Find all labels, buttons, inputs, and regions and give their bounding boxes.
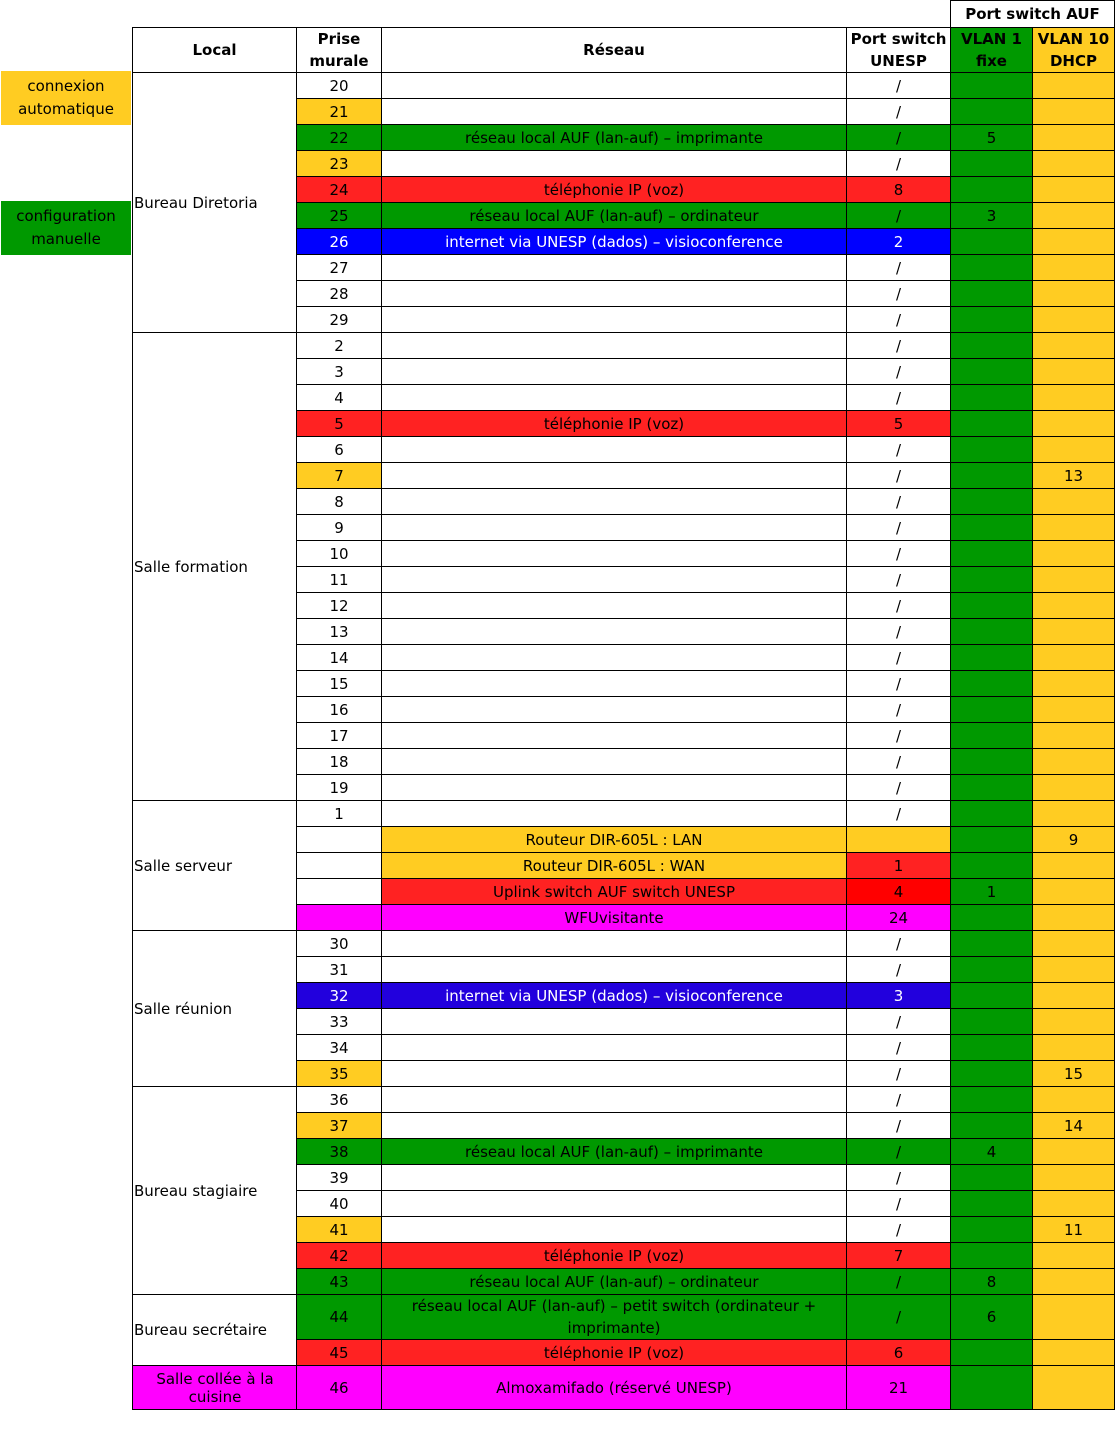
cell-vlan10 (1033, 1340, 1115, 1366)
cell-reseau (382, 489, 847, 515)
cell-prise: 42 (297, 1243, 382, 1269)
cell-reseau (382, 593, 847, 619)
cell-prise: 27 (297, 255, 382, 281)
cell-vlan10 (1033, 1009, 1115, 1035)
cell-vlan1 (951, 1113, 1033, 1139)
cell-port-unesp: / (847, 463, 951, 489)
cell-reseau (382, 619, 847, 645)
cell-vlan10 (1033, 385, 1115, 411)
cell-vlan10 (1033, 775, 1115, 801)
cell-port-unesp: / (847, 1009, 951, 1035)
cell-vlan1 (951, 151, 1033, 177)
cell-local: Salle collée à la cuisine (133, 1366, 297, 1410)
cell-vlan1 (951, 593, 1033, 619)
cell-reseau (382, 151, 847, 177)
cell-reseau (382, 99, 847, 125)
cell-reseau (382, 1035, 847, 1061)
cell-vlan1 (951, 177, 1033, 203)
cell-reseau (382, 671, 847, 697)
cell-reseau (382, 1087, 847, 1113)
cell-vlan10 (1033, 411, 1115, 437)
cell-prise: 28 (297, 281, 382, 307)
cell-local: Salle formation (133, 333, 297, 801)
cell-reseau: réseau local AUF (lan-auf) – imprimante (382, 1139, 847, 1165)
cell-vlan10 (1033, 1269, 1115, 1295)
cell-vlan1: 3 (951, 203, 1033, 229)
cell-vlan1 (951, 697, 1033, 723)
cell-vlan1 (951, 1009, 1033, 1035)
cell-port-unesp: / (847, 645, 951, 671)
cell-prise: 17 (297, 723, 382, 749)
cell-port-unesp: 6 (847, 1340, 951, 1366)
cell-vlan10 (1033, 281, 1115, 307)
cell-vlan1: 6 (951, 1295, 1033, 1340)
cell-vlan10 (1033, 801, 1115, 827)
cell-vlan1 (951, 671, 1033, 697)
cell-reseau: téléphonie IP (voz) (382, 1340, 847, 1366)
cell-port-unesp: 1 (847, 853, 951, 879)
cell-prise: 5 (297, 411, 382, 437)
cell-prise: 41 (297, 1217, 382, 1243)
cell-vlan10 (1033, 1139, 1115, 1165)
cell-reseau (382, 723, 847, 749)
cell-vlan1 (951, 411, 1033, 437)
cell-port-unesp: / (847, 281, 951, 307)
cell-vlan1 (951, 255, 1033, 281)
cell-vlan10 (1033, 1243, 1115, 1269)
cell-prise: 19 (297, 775, 382, 801)
cell-prise: 16 (297, 697, 382, 723)
cell-vlan1 (951, 1035, 1033, 1061)
cell-vlan10 (1033, 723, 1115, 749)
cell-vlan1 (951, 645, 1033, 671)
cell-vlan10 (1033, 489, 1115, 515)
cell-reseau (382, 463, 847, 489)
cell-port-unesp: / (847, 151, 951, 177)
cell-local: Salle réunion (133, 931, 297, 1087)
cell-local: Bureau secrétaire (133, 1295, 297, 1366)
cell-reseau: Uplink switch AUF switch UNESP (382, 879, 847, 905)
cell-vlan10 (1033, 73, 1115, 99)
legend-manual-line2: manuelle (31, 230, 101, 248)
cell-port-unesp: / (847, 489, 951, 515)
cell-prise: 22 (297, 125, 382, 151)
cell-reseau: téléphonie IP (voz) (382, 177, 847, 203)
cell-reseau (382, 333, 847, 359)
cell-vlan10 (1033, 905, 1115, 931)
cell-vlan10 (1033, 307, 1115, 333)
cell-port-unesp: / (847, 775, 951, 801)
cell-reseau: réseau local AUF (lan-auf) – ordinateur (382, 1269, 847, 1295)
cell-prise: 35 (297, 1061, 382, 1087)
cell-port-unesp: / (847, 1217, 951, 1243)
cell-prise: 12 (297, 593, 382, 619)
cell-vlan1 (951, 73, 1033, 99)
cell-port-unesp: / (847, 359, 951, 385)
cell-reseau (382, 541, 847, 567)
cell-reseau (382, 515, 847, 541)
cell-vlan10 (1033, 1191, 1115, 1217)
header-port-switch-auf: Port switch AUF (951, 1, 1115, 28)
cell-vlan1: 5 (951, 125, 1033, 151)
cell-port-unesp: / (847, 541, 951, 567)
cell-prise: 2 (297, 333, 382, 359)
table-row (133, 1087, 1115, 1113)
cell-prise: 24 (297, 177, 382, 203)
legend-auto-connection (1, 71, 131, 125)
cell-reseau (382, 749, 847, 775)
cell-port-unesp: 5 (847, 411, 951, 437)
cell-vlan1 (951, 437, 1033, 463)
cell-prise: 29 (297, 307, 382, 333)
cell-prise: 14 (297, 645, 382, 671)
cell-vlan1 (951, 1366, 1033, 1410)
cell-vlan1 (951, 541, 1033, 567)
cell-port-unesp: 3 (847, 983, 951, 1009)
cell-port-unesp: / (847, 73, 951, 99)
table-row (133, 333, 1115, 359)
cell-prise: 40 (297, 1191, 382, 1217)
cell-reseau: réseau local AUF (lan-auf) – ordinateur (382, 203, 847, 229)
cell-vlan1 (951, 307, 1033, 333)
cell-vlan10 (1033, 645, 1115, 671)
cell-vlan1 (951, 463, 1033, 489)
cell-prise: 45 (297, 1340, 382, 1366)
header-reseau: Réseau (382, 28, 847, 73)
cell-prise (297, 905, 382, 931)
cell-port-unesp (847, 827, 951, 853)
cell-local: Salle serveur (133, 801, 297, 931)
cell-prise: 39 (297, 1165, 382, 1191)
cell-port-unesp: / (847, 307, 951, 333)
cell-reseau (382, 307, 847, 333)
cell-vlan1 (951, 853, 1033, 879)
cell-vlan1 (951, 801, 1033, 827)
cell-vlan10: 15 (1033, 1061, 1115, 1087)
cell-port-unesp: / (847, 723, 951, 749)
cell-vlan10 (1033, 515, 1115, 541)
cell-reseau: réseau local AUF (lan-auf) – imprimante (382, 125, 847, 151)
cell-reseau (382, 385, 847, 411)
cell-vlan10 (1033, 671, 1115, 697)
cell-vlan10 (1033, 99, 1115, 125)
cell-vlan10 (1033, 593, 1115, 619)
cell-port-unesp: / (847, 593, 951, 619)
legend-manual-line1: configuration (16, 207, 116, 225)
cell-vlan10 (1033, 1165, 1115, 1191)
cell-prise (297, 879, 382, 905)
cell-prise: 3 (297, 359, 382, 385)
cell-port-unesp: / (847, 437, 951, 463)
legend-auto-line1: connexion (27, 77, 105, 95)
cell-reseau (382, 775, 847, 801)
cell-port-unesp: / (847, 515, 951, 541)
cell-vlan10 (1033, 697, 1115, 723)
cell-reseau (382, 359, 847, 385)
cell-reseau (382, 281, 847, 307)
cell-vlan10 (1033, 853, 1115, 879)
table-row (133, 1295, 1115, 1340)
header-prise-murale: Prise murale (297, 28, 382, 73)
cell-vlan1 (951, 359, 1033, 385)
cell-vlan10 (1033, 1087, 1115, 1113)
cell-port-unesp: / (847, 1165, 951, 1191)
cell-reseau: internet via UNESP (dados) – visioconference (382, 229, 847, 255)
cell-prise (297, 853, 382, 879)
cell-prise: 7 (297, 463, 382, 489)
cell-vlan1 (951, 385, 1033, 411)
cell-port-unesp: / (847, 203, 951, 229)
cell-vlan1: 1 (951, 879, 1033, 905)
cell-port-unesp: 2 (847, 229, 951, 255)
cell-reseau (382, 567, 847, 593)
cell-vlan10 (1033, 619, 1115, 645)
cell-vlan1 (951, 1165, 1033, 1191)
table-row (133, 1366, 1115, 1410)
cell-port-unesp: 21 (847, 1366, 951, 1410)
header-spacer (133, 1, 951, 28)
cell-port-unesp: / (847, 1269, 951, 1295)
cell-port-unesp: / (847, 749, 951, 775)
cell-reseau (382, 697, 847, 723)
cell-vlan1 (951, 723, 1033, 749)
cell-reseau: Almoxamifado (réservé UNESP) (382, 1366, 847, 1410)
cell-vlan1 (951, 515, 1033, 541)
cell-port-unesp: / (847, 255, 951, 281)
cell-prise: 44 (297, 1295, 382, 1340)
cell-reseau (382, 931, 847, 957)
cell-prise: 33 (297, 1009, 382, 1035)
cell-vlan1: 4 (951, 1139, 1033, 1165)
legend-manual-configuration (1, 201, 131, 255)
cell-prise: 21 (297, 99, 382, 125)
table-row (133, 801, 1115, 827)
cell-prise: 26 (297, 229, 382, 255)
cell-port-unesp: / (847, 957, 951, 983)
cell-vlan1 (951, 1191, 1033, 1217)
cell-port-unesp: / (847, 1139, 951, 1165)
cell-reseau: WFUvisitante (382, 905, 847, 931)
cell-vlan10 (1033, 151, 1115, 177)
cell-vlan1 (951, 905, 1033, 931)
cell-reseau: réseau local AUF (lan-auf) – petit switch (ordinateur + imprimante) (382, 1295, 847, 1340)
cell-prise: 36 (297, 1087, 382, 1113)
cell-prise: 9 (297, 515, 382, 541)
table-row (133, 931, 1115, 957)
cell-reseau (382, 957, 847, 983)
cell-prise: 31 (297, 957, 382, 983)
cell-reseau: téléphonie IP (voz) (382, 411, 847, 437)
cell-reseau (382, 1165, 847, 1191)
cell-port-unesp: / (847, 1191, 951, 1217)
cell-vlan1 (951, 1340, 1033, 1366)
cell-vlan1 (951, 99, 1033, 125)
cell-vlan1 (951, 1217, 1033, 1243)
cell-vlan10 (1033, 359, 1115, 385)
cell-vlan10 (1033, 1035, 1115, 1061)
cell-reseau (382, 255, 847, 281)
cell-reseau (382, 1217, 847, 1243)
cell-vlan1 (951, 749, 1033, 775)
cell-vlan10 (1033, 541, 1115, 567)
cell-vlan10 (1033, 931, 1115, 957)
cell-prise: 32 (297, 983, 382, 1009)
cell-reseau (382, 437, 847, 463)
cell-vlan10 (1033, 229, 1115, 255)
cell-prise: 1 (297, 801, 382, 827)
cell-port-unesp: / (847, 1113, 951, 1139)
cell-port-unesp: / (847, 697, 951, 723)
cell-vlan10 (1033, 957, 1115, 983)
cell-prise: 15 (297, 671, 382, 697)
cell-prise: 8 (297, 489, 382, 515)
cell-vlan1 (951, 957, 1033, 983)
cell-port-unesp: / (847, 671, 951, 697)
cell-vlan10 (1033, 749, 1115, 775)
cell-vlan1: 8 (951, 1269, 1033, 1295)
cell-reseau (382, 1061, 847, 1087)
cell-vlan10: 9 (1033, 827, 1115, 853)
cell-reseau: internet via UNESP (dados) – visioconference (382, 983, 847, 1009)
cell-vlan1 (951, 489, 1033, 515)
cell-vlan10 (1033, 437, 1115, 463)
cell-vlan1 (951, 775, 1033, 801)
cell-port-unesp: 4 (847, 879, 951, 905)
cell-reseau (382, 645, 847, 671)
cell-port-unesp: / (847, 385, 951, 411)
cell-vlan10 (1033, 203, 1115, 229)
cell-vlan1 (951, 931, 1033, 957)
cell-prise: 20 (297, 73, 382, 99)
cell-vlan10 (1033, 983, 1115, 1009)
header-vlan1: VLAN 1 fixe (951, 28, 1033, 73)
cell-vlan10 (1033, 125, 1115, 151)
cell-port-unesp: / (847, 801, 951, 827)
cell-prise: 23 (297, 151, 382, 177)
cell-port-unesp: / (847, 1035, 951, 1061)
cell-prise (297, 827, 382, 853)
cell-port-unesp: / (847, 567, 951, 593)
cell-vlan1 (951, 281, 1033, 307)
cell-vlan10: 11 (1033, 1217, 1115, 1243)
cell-reseau: téléphonie IP (voz) (382, 1243, 847, 1269)
cell-local: Bureau stagiaire (133, 1087, 297, 1295)
cell-port-unesp: / (847, 1295, 951, 1340)
cell-vlan10: 14 (1033, 1113, 1115, 1139)
cell-port-unesp: / (847, 1061, 951, 1087)
cell-prise: 37 (297, 1113, 382, 1139)
cell-vlan1 (951, 1061, 1033, 1087)
cell-vlan10 (1033, 567, 1115, 593)
cell-vlan1 (951, 1087, 1033, 1113)
cell-vlan1 (951, 333, 1033, 359)
cell-port-unesp: / (847, 99, 951, 125)
cell-port-unesp: / (847, 619, 951, 645)
cell-prise: 18 (297, 749, 382, 775)
cell-reseau (382, 1191, 847, 1217)
cell-vlan1 (951, 983, 1033, 1009)
cell-reseau (382, 73, 847, 99)
cell-reseau (382, 1113, 847, 1139)
cell-port-unesp: / (847, 931, 951, 957)
cell-vlan10: 13 (1033, 463, 1115, 489)
wall-socket-table (132, 0, 1115, 1410)
cell-vlan10 (1033, 1366, 1115, 1410)
cell-local: Bureau Diretoria (133, 73, 297, 333)
cell-reseau (382, 801, 847, 827)
header-port-switch-unesp: Port switch UNESP (847, 28, 951, 73)
cell-vlan10 (1033, 1295, 1115, 1340)
cell-prise: 43 (297, 1269, 382, 1295)
cell-prise: 10 (297, 541, 382, 567)
cell-port-unesp: / (847, 125, 951, 151)
cell-reseau: Routeur DIR-605L : LAN (382, 827, 847, 853)
cell-port-unesp: / (847, 333, 951, 359)
cell-prise: 30 (297, 931, 382, 957)
cell-prise: 13 (297, 619, 382, 645)
header-row (133, 28, 1115, 73)
header-local: Local (133, 28, 297, 73)
cell-prise: 38 (297, 1139, 382, 1165)
cell-reseau (382, 1009, 847, 1035)
cell-vlan10 (1033, 333, 1115, 359)
cell-vlan10 (1033, 879, 1115, 905)
cell-port-unesp: 8 (847, 177, 951, 203)
cell-vlan10 (1033, 255, 1115, 281)
cell-reseau: Routeur DIR-605L : WAN (382, 853, 847, 879)
header-group-row (133, 1, 1115, 28)
cell-port-unesp: 7 (847, 1243, 951, 1269)
cell-prise: 46 (297, 1366, 382, 1410)
cell-prise: 34 (297, 1035, 382, 1061)
cell-prise: 25 (297, 203, 382, 229)
cell-vlan1 (951, 229, 1033, 255)
cell-vlan1 (951, 827, 1033, 853)
cell-vlan1 (951, 619, 1033, 645)
header-vlan10: VLAN 10 DHCP (1033, 28, 1115, 73)
cell-port-unesp: / (847, 1087, 951, 1113)
cell-prise: 4 (297, 385, 382, 411)
cell-vlan1 (951, 1243, 1033, 1269)
cell-vlan1 (951, 567, 1033, 593)
cell-port-unesp: 24 (847, 905, 951, 931)
cell-vlan10 (1033, 177, 1115, 203)
legend-auto-line2: automatique (18, 100, 114, 118)
table-row (133, 73, 1115, 99)
cell-prise: 11 (297, 567, 382, 593)
cell-prise: 6 (297, 437, 382, 463)
